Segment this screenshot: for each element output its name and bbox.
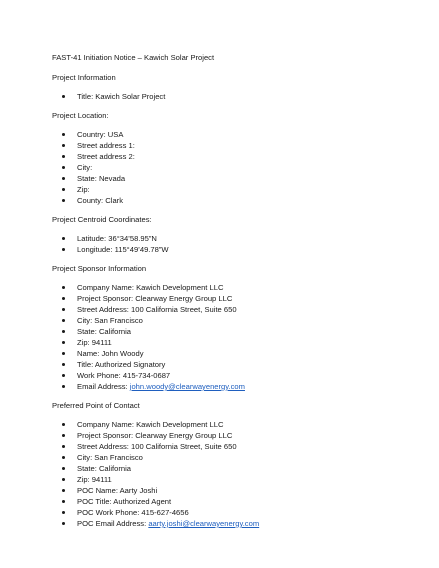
list-item-text: County: Clark <box>77 196 124 205</box>
list-item <box>52 195 412 206</box>
bullet-icon <box>62 133 65 136</box>
list-item-text: Title: Kawich Solar Project <box>77 92 166 101</box>
list-item <box>52 244 412 255</box>
list-item-text: POC Work Phone: 415-627-4656 <box>77 508 189 517</box>
list-item-text: Name: John Woody <box>77 349 144 358</box>
bullet-icon <box>62 352 65 355</box>
list-item <box>52 151 412 162</box>
list-item-text: Latitude: 36°34’58.95”N <box>77 234 157 243</box>
list-item-text: State: Nevada <box>77 174 126 183</box>
list-item <box>52 419 412 430</box>
bullet-icon <box>62 489 65 492</box>
list-item <box>52 140 412 151</box>
bullet-icon <box>62 423 65 426</box>
bullet-icon <box>62 445 65 448</box>
list-item-text: Longitude: 115°49’49.78”W <box>77 245 169 254</box>
poc-email-link[interactable]: aarty.joshi@clearwayenergy.com <box>148 519 260 528</box>
list-item-text: POC Name: Aarty Joshi <box>77 486 158 495</box>
list-item <box>52 474 412 485</box>
list-item-text: POC Title: Authorized Agent <box>77 497 172 506</box>
list-item <box>52 381 412 392</box>
list-item <box>52 507 412 518</box>
list-project-information <box>52 91 412 102</box>
list-item <box>52 162 412 173</box>
heading-sponsor-information: Project Sponsor Information <box>52 264 147 273</box>
bullet-icon <box>62 478 65 481</box>
heading-point-of-contact: Preferred Point of Contact <box>52 401 140 410</box>
document-title: FAST-41 Initiation Notice – Kawich Solar Project <box>52 53 215 62</box>
list-item <box>52 173 412 184</box>
list-item <box>52 282 412 293</box>
list-item <box>52 184 412 195</box>
list-item-text: State: California <box>77 327 132 336</box>
list-item <box>52 91 412 102</box>
list-item-text: Zip: <box>77 185 90 194</box>
email-label: Email Address: <box>77 382 130 391</box>
bullet-icon <box>62 177 65 180</box>
bullet-icon <box>62 456 65 459</box>
bullet-icon <box>62 95 65 98</box>
list-item <box>52 370 412 381</box>
list-item-text: City: San Francisco <box>77 453 143 462</box>
bullet-icon <box>62 319 65 322</box>
list-item <box>52 359 412 370</box>
list-item-text: Work Phone: 415-734-0687 <box>77 371 171 380</box>
bullet-icon <box>62 330 65 333</box>
list-centroid-coordinates <box>52 233 412 255</box>
bullet-icon <box>62 467 65 470</box>
list-item-text: Company Name: Kawich Development LLC <box>77 420 224 429</box>
list-project-location <box>52 129 412 206</box>
list-item-text: Title: Authorized Signatory <box>77 360 166 369</box>
list-item-text: Street address 2: <box>77 152 135 161</box>
list-item <box>52 348 412 359</box>
document-content <box>52 52 412 537</box>
heading-centroid-coordinates: Project Centroid Coordinates: <box>52 215 152 224</box>
bullet-icon <box>62 341 65 344</box>
bullet-icon <box>62 385 65 388</box>
list-item <box>52 430 412 441</box>
bullet-icon <box>62 434 65 437</box>
bullet-icon <box>62 500 65 503</box>
bullet-icon <box>62 237 65 240</box>
list-item-text: Company Name: Kawich Development LLC <box>77 283 224 292</box>
bullet-icon <box>62 363 65 366</box>
list-item <box>52 129 412 140</box>
list-item-text: Zip: 94111 <box>77 475 112 484</box>
bullet-icon <box>62 155 65 158</box>
list-item-text: Street Address: 100 California Street, Suite 650 <box>77 305 237 314</box>
bullet-icon <box>62 522 65 525</box>
list-item-text: Project Sponsor: Clearway Energy Group LLC <box>77 294 233 303</box>
bullet-icon <box>62 297 65 300</box>
list-item <box>52 496 412 507</box>
list-item <box>52 463 412 474</box>
bullet-icon <box>62 188 65 191</box>
bullet-icon <box>62 511 65 514</box>
list-item <box>52 441 412 452</box>
heading-project-information: Project Information <box>52 73 116 82</box>
list-item-text: State: California <box>77 464 132 473</box>
list-item <box>52 304 412 315</box>
bullet-icon <box>62 248 65 251</box>
bullet-icon <box>62 199 65 202</box>
list-item-text: Street Address: 100 California Street, Suite 650 <box>77 442 237 451</box>
list-point-of-contact <box>52 419 412 529</box>
bullet-icon <box>62 286 65 289</box>
list-item <box>52 233 412 244</box>
list-item <box>52 337 412 348</box>
list-item <box>52 518 412 529</box>
list-item-text: City: <box>77 163 93 172</box>
list-item-text: Street address 1: <box>77 141 135 150</box>
list-item <box>52 326 412 337</box>
list-item-text: Zip: 94111 <box>77 338 112 347</box>
list-item-text: Project Sponsor: Clearway Energy Group LLC <box>77 431 233 440</box>
list-item <box>52 452 412 463</box>
list-item-text: City: San Francisco <box>77 316 143 325</box>
list-item <box>52 485 412 496</box>
list-sponsor-information <box>52 282 412 392</box>
list-item-text: Country: USA <box>77 130 124 139</box>
bullet-icon <box>62 144 65 147</box>
list-item <box>52 293 412 304</box>
email-label: POC Email Address: <box>77 519 149 528</box>
list-item <box>52 315 412 326</box>
bullet-icon <box>62 374 65 377</box>
bullet-icon <box>62 166 65 169</box>
sponsor-email-link[interactable]: john.woody@clearwayenergy.com <box>129 382 245 391</box>
heading-project-location: Project Location: <box>52 111 109 120</box>
bullet-icon <box>62 308 65 311</box>
